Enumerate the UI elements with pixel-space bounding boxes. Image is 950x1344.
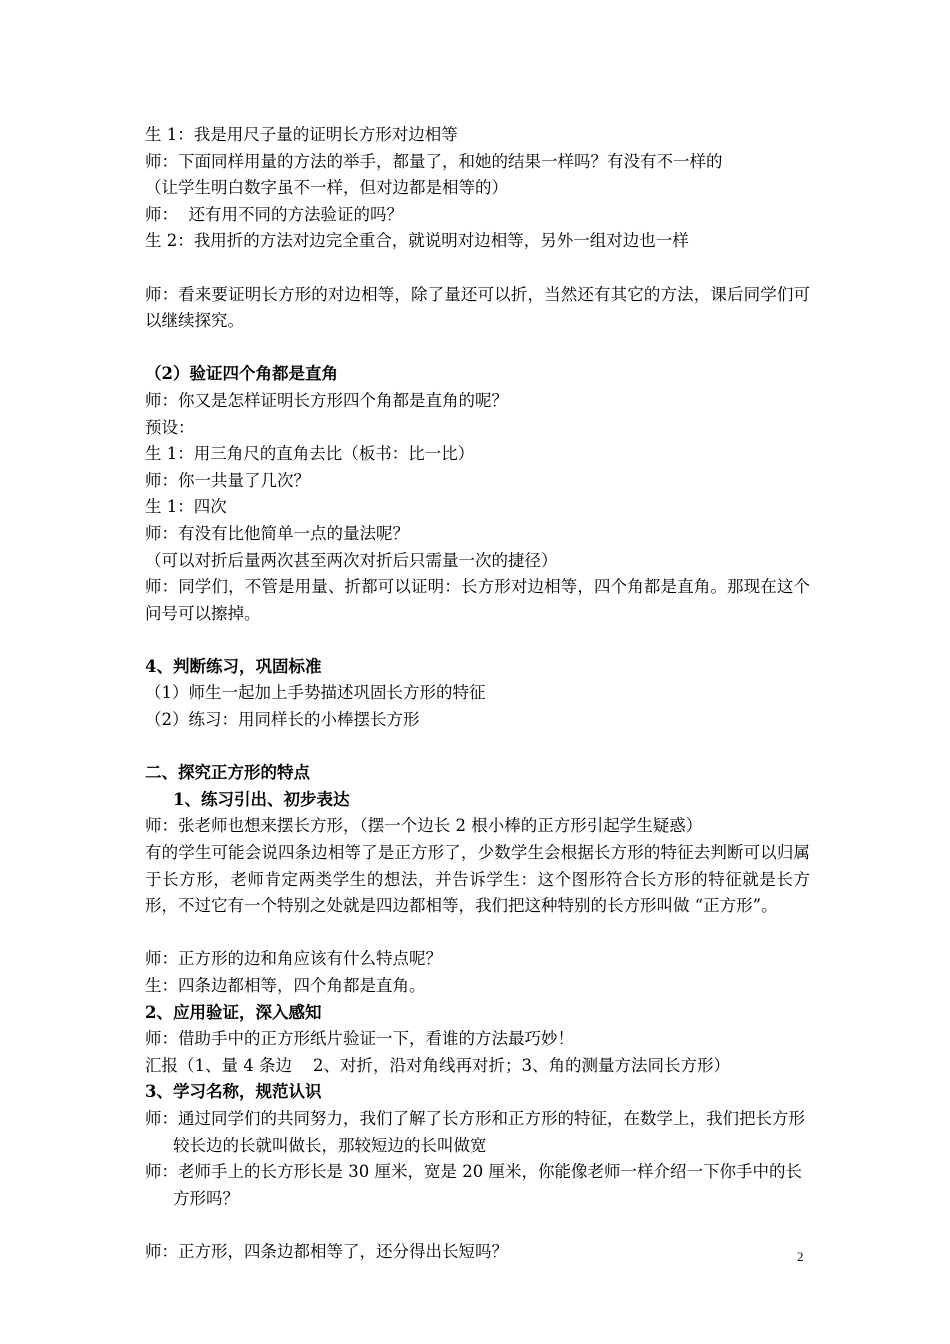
text-line: （1）师生一起加上手势描述巩固长方形的特征 [145,683,486,703]
text-line: 生 1：四次 [145,497,227,517]
text-line: 生 2：我用折的方法对边完全重合，就说明对边相等，另外一组对边也一样 [145,231,689,251]
text-line: 师：你又是怎样证明长方形四个角都是直角的呢？ [145,390,508,410]
paragraph: 师：同学们，不管是用量、折都可以证明：长方形对边相等，四个角都是直角。那现在这个问号可以擦掉。 [145,577,810,623]
text-line: 师：你一共量了几次？ [145,470,310,490]
text-line: （2）练习：用同样长的小棒摆长方形 [145,710,420,730]
page-number: 2 [797,1249,804,1264]
text-line: 预设： [145,417,195,437]
text-line: 师：张老师也想来摆长方形，（摆一个边长 2 根小棒的正方形引起学生疑惑） [145,816,703,836]
blank-line [145,335,810,362]
paragraph: 师：老师手上的长方形长是 30 厘米，宽是 20 厘米，你能像老师一样介绍一下你手中的长方形吗？ [145,1162,802,1208]
blank-line [145,627,810,654]
text-line: （可以对折后量两次甚至两次对折后只需量一次的捷径） [145,550,558,570]
blank-line [145,255,810,282]
text-line: 生：四条边都相等，四个角都是直角。 [145,976,426,995]
blank-line [145,1212,810,1239]
text-line: 生 1：用三角尺的直角去比（板书：比一比） [145,444,475,464]
text-line: 师：下面同样用量的方法的举手，都量了，和她的结果一样吗？有没有不一样的 [145,151,723,171]
text-line: 生 1：我是用尺子量的证明长方形对边相等 [145,125,458,144]
paragraph: 师：看来要证明长方形的对边相等，除了量还可以折，当然还有其它的方法，课后同学们可以继续探究。 [145,284,810,331]
section-heading: 4、判断练习，巩固标准 [145,656,322,676]
text-line: 师：正方形的边和角应该有什么特点呢？ [145,949,442,969]
blank-line [145,734,810,761]
section-heading: 二、探究正方形的特点 [145,763,310,783]
subsection-heading: 1、练习引出、初步表达 [173,789,350,809]
section-heading: （2）验证四个角都是直角 [145,364,338,384]
blank-line [145,920,810,947]
text-line: （让学生明白数字虽不一样，但对边都是相等的） [145,178,508,198]
paragraph: 有的学生可能会说四条边相等了是正方形了，少数学生会根据长方形的特征去判断可以归属于长方形，老师肯定两类学生的想法，并告诉学生：这个图形符合长方形的特征就是长方形，不过它有一个特别之处就是四边都相等，我们把这种特别的长方形叫做 “正方形”。 [145,843,810,916]
text-line: 汇报（1、量 4 条边 2、对折，沿对角线再对折；3、角的测量方法同长方形） [145,1055,730,1075]
section-heading: 2、应用验证，深入感知 [145,1002,322,1022]
section-heading: 3、学习名称，规范认识 [145,1082,322,1102]
text-line: 师：有没有比他简单一点的量法呢？ [145,523,409,543]
text-line: 师：正方形，四条边都相等了，还分得出长短吗？ [145,1241,508,1261]
text-line: 师： 还有用不同的方法验证的吗？ [145,204,403,224]
paragraph: 师：通过同学们的共同努力，我们了解了长方形和正方形的特征，在数学上，我们把长方形较长边的长就叫做长，那较短边的长叫做宽 [145,1108,805,1155]
text-line: 师：借助手中的正方形纸片验证一下，看谁的方法最巧妙！ [145,1029,574,1049]
document-body [145,122,810,1266]
